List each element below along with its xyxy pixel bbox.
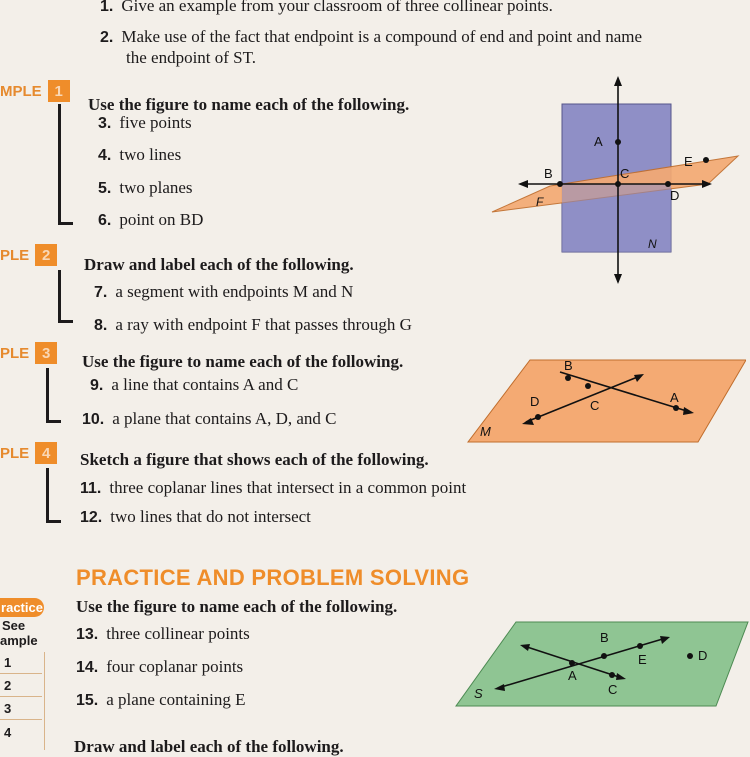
exercise-10 <box>82 409 337 429</box>
example-tab-label: PLE <box>0 444 30 462</box>
point-e <box>637 643 643 649</box>
arrowhead <box>614 76 622 86</box>
exercise-11 <box>80 478 466 498</box>
item-number: 13. <box>76 626 99 643</box>
example-instruction: Use the figure to name each of the following. <box>88 95 410 114</box>
exercise-14 <box>76 657 243 677</box>
exercise-7 <box>94 282 353 302</box>
exercise-9 <box>90 375 298 395</box>
item-number: 12. <box>80 509 103 526</box>
example-bracket <box>46 468 61 523</box>
example-tab-label: MPLE <box>0 82 42 100</box>
label-a: A <box>568 668 577 683</box>
item-number: 6. <box>98 212 112 229</box>
arrowhead <box>614 274 622 284</box>
example-tab-4 <box>0 442 57 464</box>
example-tab-3 <box>0 342 57 364</box>
item-number: 11. <box>80 480 102 497</box>
item-text: point on BD <box>119 210 204 229</box>
label-d: D <box>698 648 708 663</box>
figure-plane-m <box>464 356 746 444</box>
item-text: two lines that do not intersect <box>110 507 311 526</box>
side-row: 4 <box>4 724 12 740</box>
example-tab-label: PLE <box>0 344 30 362</box>
example-instruction: Use the figure to name each of the following. <box>82 352 404 371</box>
item-text: a line that contains A and C <box>111 375 299 394</box>
side-row: 1 <box>0 652 42 674</box>
label-a: A <box>594 134 603 149</box>
item-number: 7. <box>94 284 108 301</box>
label-plane-n: N <box>648 237 657 251</box>
arrowhead <box>518 180 528 188</box>
point-a <box>569 660 575 666</box>
item-2-line2: the endpoint of ST. <box>126 48 256 67</box>
example-bracket <box>58 104 73 225</box>
point-d <box>535 414 541 420</box>
example-tab-number: 2 <box>35 244 57 266</box>
item-text: two lines <box>119 145 182 164</box>
label-plane-m: M <box>480 424 491 439</box>
label-c: C <box>620 166 630 181</box>
exercise-13 <box>76 624 250 644</box>
exercise-8 <box>94 315 412 335</box>
figure-plane-s <box>454 618 750 708</box>
section-heading: PRACTICE AND PROBLEM SOLVING <box>76 565 470 590</box>
exercise-12 <box>80 507 311 527</box>
example-tab-number: 4 <box>35 442 57 464</box>
point-a <box>615 139 621 145</box>
item-text: Make use of the fact that endpoint is a compound of end and point and name <box>121 27 643 46</box>
label-b: B <box>600 630 609 645</box>
label-e: E <box>638 652 647 667</box>
label-d: D <box>670 188 680 203</box>
item-number: 14. <box>76 659 99 676</box>
item-text: two planes <box>119 178 193 197</box>
point-a <box>673 405 679 411</box>
practice-badge: ractice <box>1 600 43 615</box>
example-tab-label: PLE <box>0 246 30 264</box>
item-number: 8. <box>94 317 108 334</box>
example-label: ample <box>0 633 38 648</box>
point-d <box>687 653 693 659</box>
label-a: A <box>670 390 679 405</box>
item-number: 10. <box>82 411 105 428</box>
item-text: three collinear points <box>106 624 250 643</box>
practice-instruction: Use the figure to name each of the following. <box>76 597 398 616</box>
item-number: 1. <box>100 0 114 15</box>
side-row: 2 <box>0 675 42 697</box>
item-number: 2. <box>100 29 114 46</box>
point-c <box>615 181 621 187</box>
exercise-15 <box>76 690 246 710</box>
example-bracket <box>58 270 73 323</box>
point-b <box>557 181 563 187</box>
label-plane-s: S <box>474 686 483 701</box>
side-row: 3 <box>0 698 42 720</box>
item-text: a plane containing E <box>106 690 246 709</box>
item-number: 15. <box>76 692 99 709</box>
label-plane-f: F <box>536 195 544 209</box>
see-label: See <box>2 618 26 633</box>
point-c <box>609 672 615 678</box>
example-instruction: Draw and label each of the following. <box>84 255 354 274</box>
point-b <box>601 653 607 659</box>
item-text: a ray with endpoint F that passes through G <box>115 315 412 334</box>
point-b <box>565 375 571 381</box>
example-instruction: Sketch a figure that shows each of the following. <box>80 450 429 469</box>
point-c <box>585 383 591 389</box>
item-1 <box>100 0 553 16</box>
plane-m <box>468 360 746 442</box>
example-tab-2 <box>0 244 57 266</box>
label-b: B <box>564 358 573 373</box>
item-text: three coplanar lines that intersect in a common point <box>109 478 467 497</box>
example-tab-number: 1 <box>48 80 70 102</box>
point-d <box>665 181 671 187</box>
example-tab-number: 3 <box>35 342 57 364</box>
label-c: C <box>590 398 600 413</box>
label-c: C <box>608 682 618 697</box>
label-b: B <box>544 166 553 181</box>
item-number: 5. <box>98 180 112 197</box>
item-number: 9. <box>90 377 104 394</box>
example-bracket <box>46 368 61 423</box>
exercise-5 <box>98 178 193 198</box>
item-text: Give an example from your classroom of three collinear points. <box>121 0 553 15</box>
item-number: 3. <box>98 115 112 132</box>
example-tab-1 <box>0 80 70 102</box>
item-text: a segment with endpoints M and N <box>115 282 354 301</box>
item-text: four coplanar points <box>106 657 244 676</box>
figure-intersecting-planes <box>488 74 750 288</box>
sidebar-divider <box>44 652 45 750</box>
exercise-6 <box>98 210 203 230</box>
exercise-3 <box>98 113 192 133</box>
item-number: 4. <box>98 147 112 164</box>
exercise-4 <box>98 145 181 165</box>
point-e <box>703 157 709 163</box>
label-d: D <box>530 394 540 409</box>
cutoff-instruction: Draw and label each of the following. <box>74 737 344 756</box>
item-2 <box>100 27 642 47</box>
label-e: E <box>684 154 693 169</box>
item-text: a plane that contains A, D, and C <box>112 409 337 428</box>
item-text: five points <box>119 113 192 132</box>
